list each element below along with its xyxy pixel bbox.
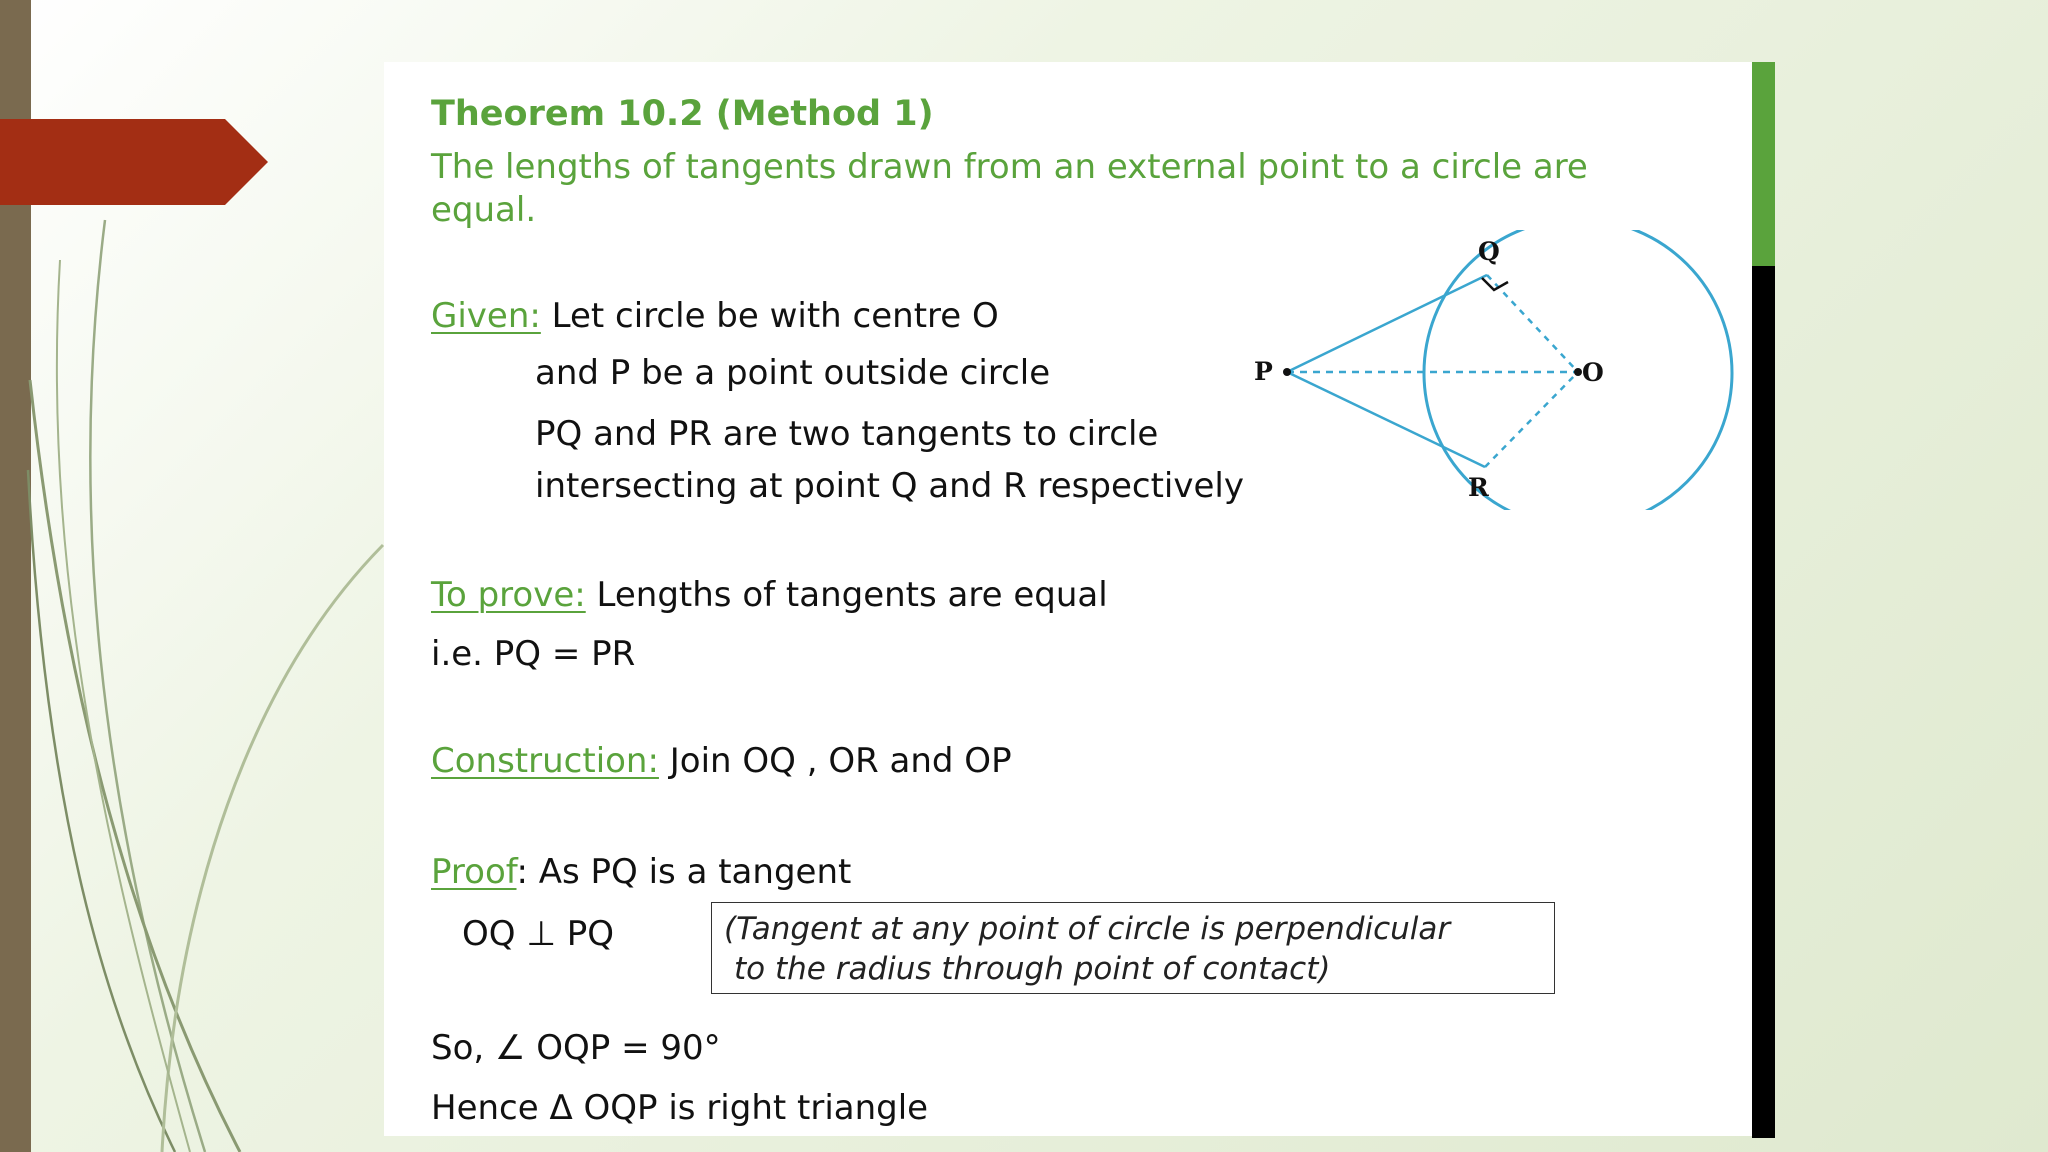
proof-line <box>431 852 851 892</box>
given-line3: PQ and PR are two tangents to circle <box>535 414 1159 454</box>
construction-label: Construction: <box>431 741 659 781</box>
given-line2: and P be a point outside circle <box>535 353 1051 393</box>
to-prove-line <box>431 575 1108 615</box>
to-prove-label: To prove: <box>431 575 586 615</box>
radius-or-dashed <box>1485 372 1578 467</box>
red-arrow-marker <box>0 119 268 205</box>
construction-text: Join OQ , OR and OP <box>669 741 1012 781</box>
proof-step1: So, ∠ OQP = 90° <box>431 1028 721 1068</box>
label-q: Q <box>1478 237 1500 266</box>
proof-statement: OQ ⊥ PQ <box>462 914 615 954</box>
point-o <box>1574 368 1582 376</box>
proof-reason-line2: to the radius through point of contact) <box>734 951 1331 987</box>
tangent-pq <box>1287 275 1487 372</box>
point-p <box>1283 368 1291 376</box>
given-line4: intersecting at point Q and R respectively <box>535 466 1244 506</box>
theorem-statement-line2: equal. <box>431 190 537 230</box>
label-o: O <box>1582 358 1604 387</box>
given-label: Given: <box>431 296 541 336</box>
proof-label: Proof <box>431 852 517 892</box>
to-prove-equation: i.e. PQ = PR <box>431 634 636 674</box>
given-text1: Let circle be with centre O <box>551 296 999 336</box>
radius-oq-dashed <box>1487 275 1578 372</box>
theorem-title: Theorem 10.2 (Method 1) <box>431 94 934 134</box>
given-line1 <box>431 296 999 336</box>
label-p: P <box>1254 357 1273 386</box>
proof-reason-box <box>711 902 1555 994</box>
tangent-pr <box>1287 372 1485 467</box>
construction-line <box>431 741 1012 781</box>
tangent-diagram <box>1240 230 1760 510</box>
proof-reason-line1: (Tangent at any point of circle is perpendicular <box>724 911 1451 947</box>
theorem-statement-line1: The lengths of tangents drawn from an external point to a circle are <box>431 147 1588 187</box>
proof-text: : As PQ is a tangent <box>516 852 852 892</box>
label-r: R <box>1468 473 1489 502</box>
proof-step2: Hence Δ OQP is right triangle <box>431 1088 929 1128</box>
to-prove-text: Lengths of tangents are equal <box>596 575 1108 615</box>
